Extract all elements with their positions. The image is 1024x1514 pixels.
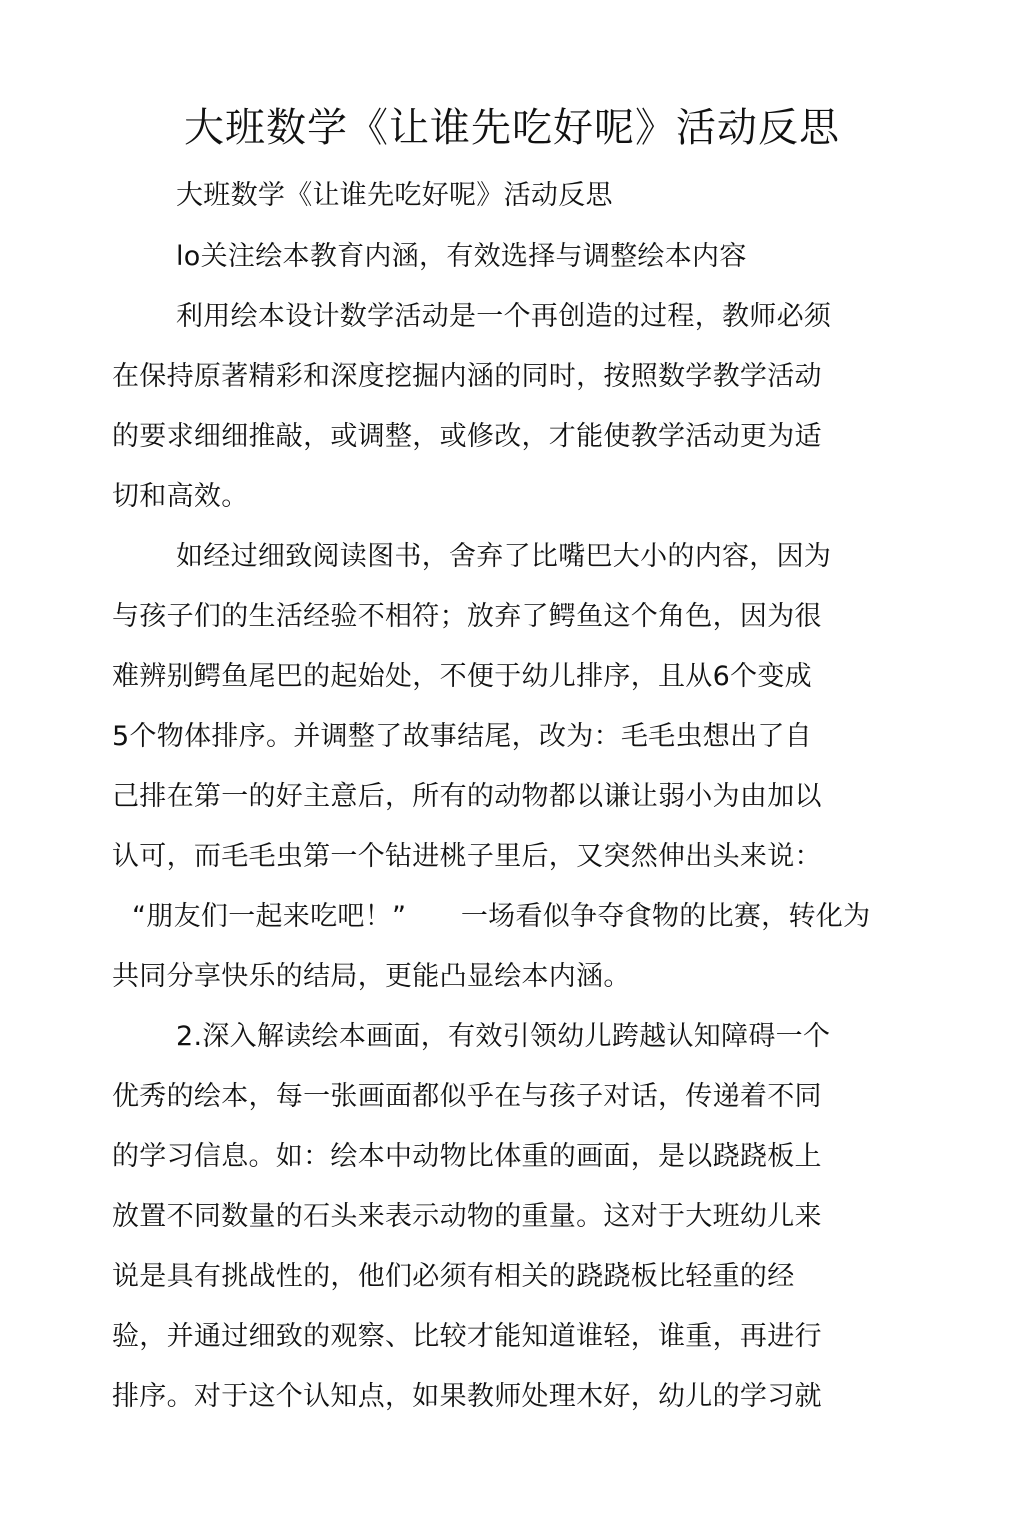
paragraph-line: “朋友们一起来吃吧！” 一场看似争夺食物的比赛，转化为 — [132, 901, 871, 932]
document-title: 大班数学《让谁先吃好呢》活动反思 — [184, 105, 840, 151]
paragraph-line: 的要求细细推敲，或调整，或修改，才能使教学活动更为适 — [112, 421, 822, 452]
paragraph-line: 大班数学《让谁先吃好呢》活动反思 — [176, 180, 613, 211]
paragraph-line: 己排在第一的好主意后，所有的动物都以谦让弱小为由加以 — [112, 781, 822, 812]
paragraph-line: 说是具有挑战性的，他们必须有相关的跷跷板比轻重的经 — [112, 1261, 795, 1292]
paragraph-line: 如经过细致阅读图书，舍弃了比嘴巴大小的内容，因为 — [176, 541, 832, 572]
paragraph-line: 难辨别鳄鱼尾巴的起始处，不便于幼儿排序，且从6个变成 — [112, 661, 812, 692]
paragraph-line: 2.深入解读绘本画面，有效引领幼儿跨越认知障碍一个 — [176, 1021, 831, 1052]
paragraph-line: 优秀的绘本，每一张画面都似乎在与孩子对话，传递着不同 — [112, 1081, 822, 1112]
paragraph-line: lo关注绘本教育内涵，有效选择与调整绘本内容 — [176, 241, 747, 272]
paragraph-line: 利用绘本设计数学活动是一个再创造的过程，教师必须 — [176, 301, 832, 332]
paragraph-line: 切和高效。 — [112, 481, 249, 512]
paragraph-line: 共同分享快乐的结局，更能凸显绘本内涵。 — [112, 961, 631, 992]
paragraph-line: 的学习信息。如：绘本中动物比体重的画面，是以跷跷板上 — [112, 1141, 822, 1172]
paragraph-line: 5个物体排序。并调整了故事结尾，改为：毛毛虫想出了自 — [112, 721, 812, 752]
paragraph-line: 排序。对于这个认知点，如果教师处理木好，幼儿的学习就 — [112, 1381, 822, 1412]
paragraph-line: 与孩子们的生活经验不相符；放弃了鳄鱼这个角色，因为很 — [112, 601, 822, 632]
paragraph-line: 认可，而毛毛虫第一个钻进桃子里后，又突然伸出头来说： — [112, 841, 822, 872]
paragraph-line: 放置不同数量的石头来表示动物的重量。这对于大班幼儿来 — [112, 1201, 822, 1232]
paragraph-line: 在保持原著精彩和深度挖掘内涵的同时，按照数学教学活动 — [112, 361, 822, 392]
paragraph-line: 验，并通过细致的观察、比较才能知道谁轻，谁重，再进行 — [112, 1321, 822, 1352]
